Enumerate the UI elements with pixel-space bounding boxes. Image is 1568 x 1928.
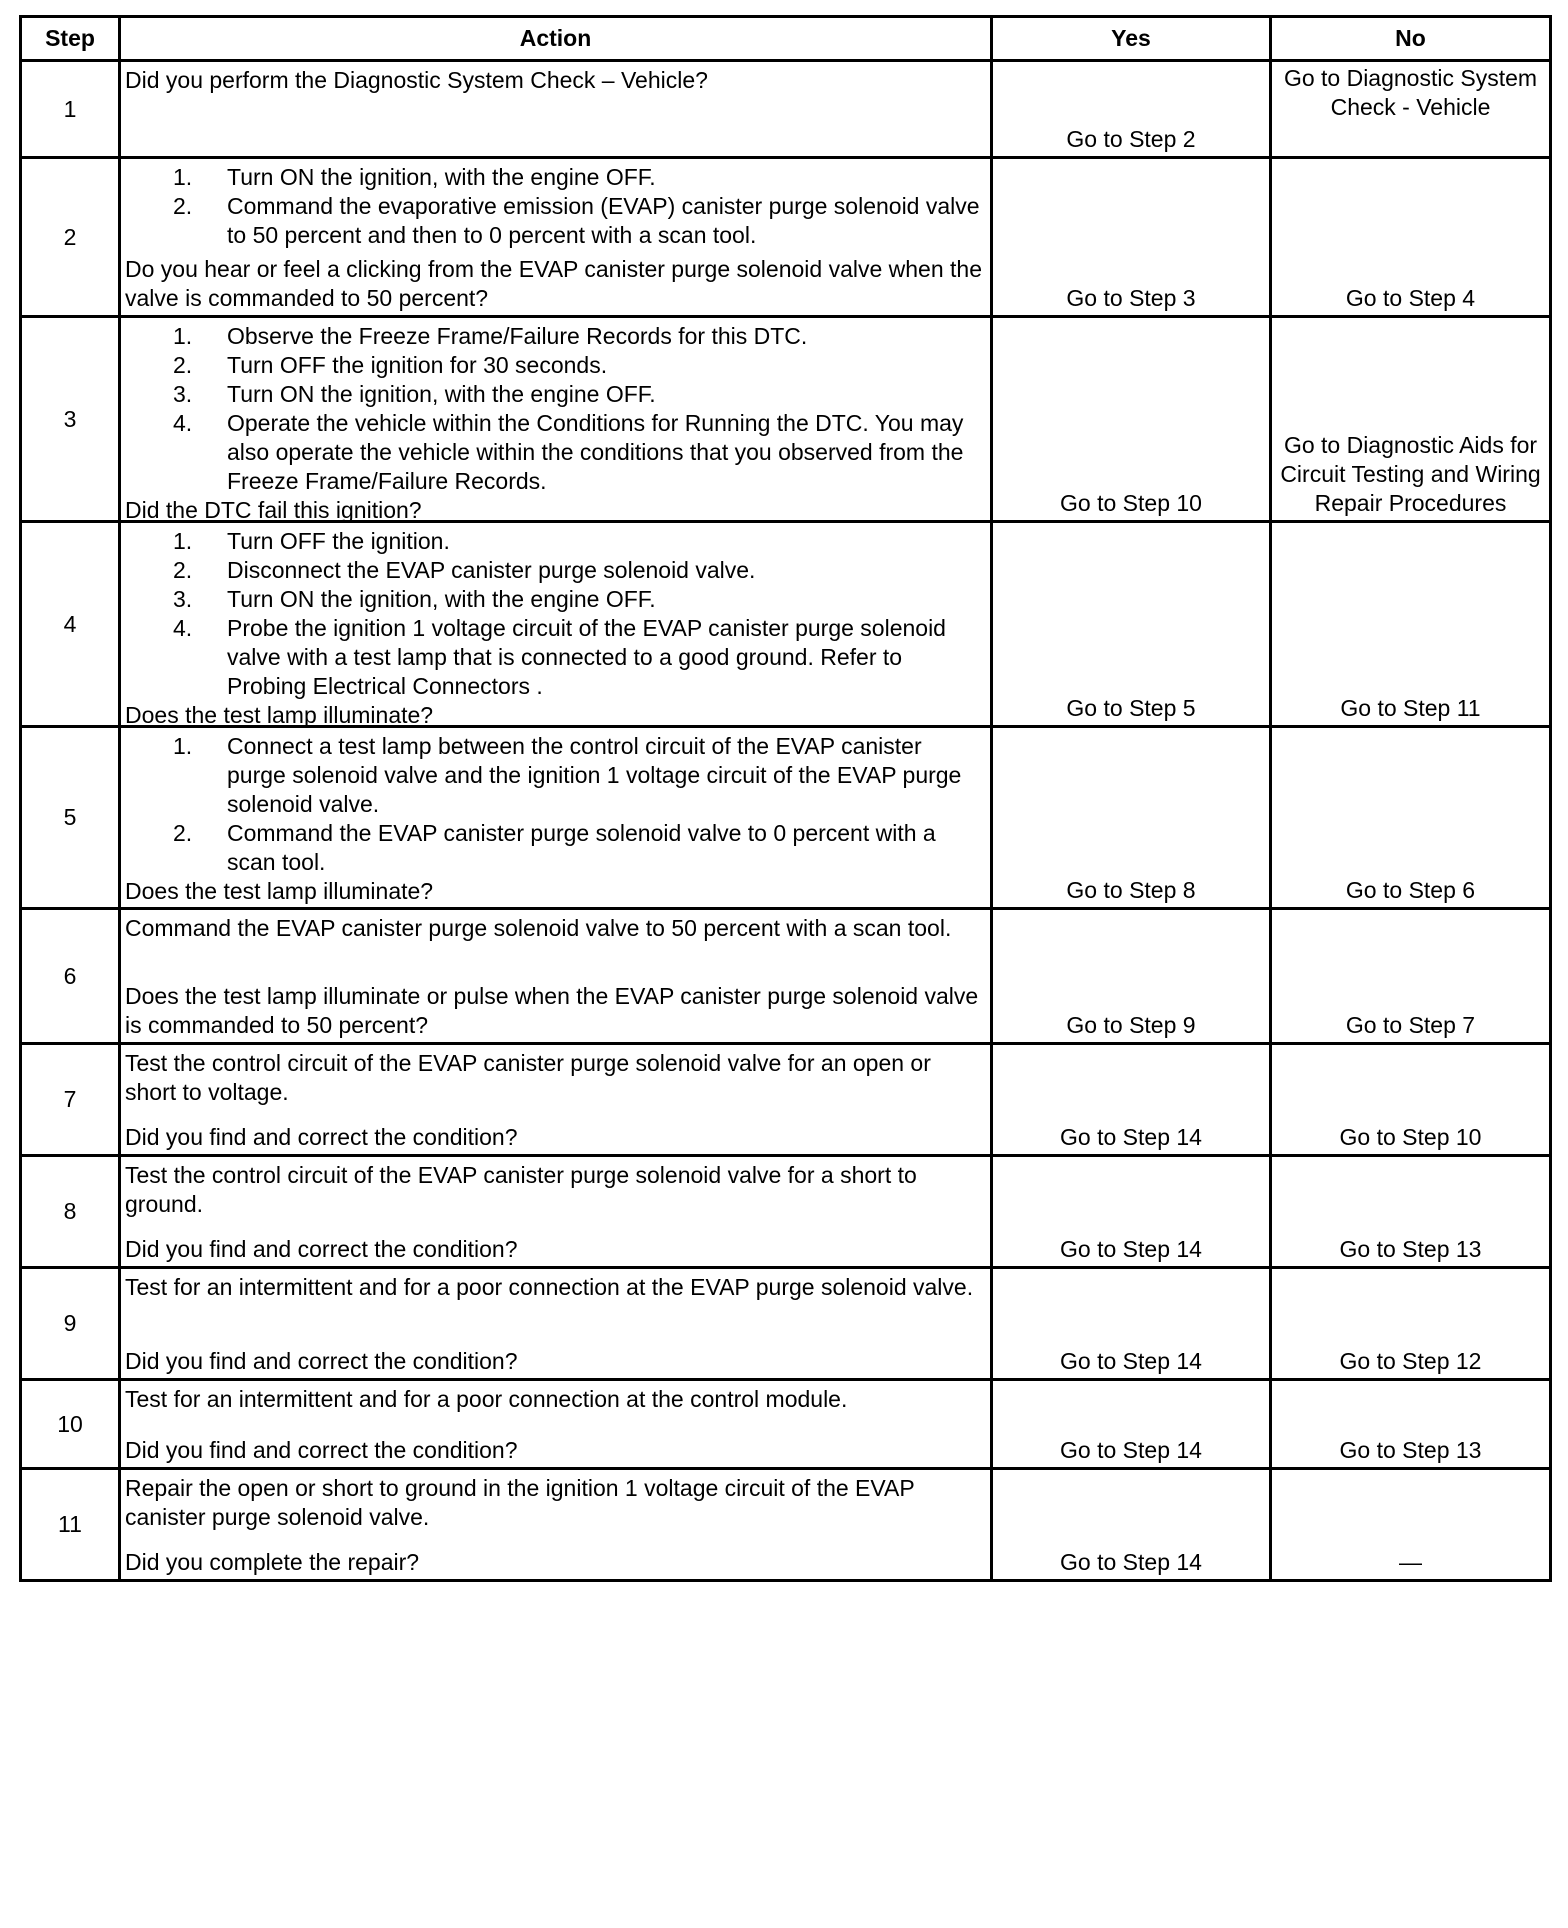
- action-instruction: Test for an intermittent and for a poor connection at the EVAP purge solenoid valve.: [125, 1274, 974, 1300]
- no-result: Go to Step 10: [1271, 1044, 1551, 1156]
- table-row: [21, 909, 1551, 1044]
- action-step-text: Connect a test lamp between the control circuit of the EVAP canister purge solenoid valve and the ignition 1 voltage circuit of the EVAP purge solenoid valve.: [227, 733, 962, 817]
- action-step-text: Command the evaporative emission (EVAP) canister purge solenoid valve to 50 percent and then to 0 percent with a scan tool.: [227, 193, 980, 248]
- yes-result: Go to Step 14: [992, 1268, 1271, 1380]
- action-step-item: [125, 614, 986, 701]
- no-result: Go to Step 12: [1271, 1268, 1551, 1380]
- action-step-number: 1.: [173, 733, 193, 759]
- action-step-item: [125, 409, 986, 496]
- action-step-item: [125, 192, 986, 250]
- action-step-number: 2.: [173, 352, 193, 378]
- table-row: [21, 1380, 1551, 1469]
- action-step-number: 3.: [173, 586, 193, 612]
- table-row: [21, 317, 1551, 522]
- no-result: Go to Diagnostic Aids for Circuit Testing and Wiring Repair Procedures: [1271, 317, 1551, 522]
- action-step-number: 2.: [173, 557, 193, 583]
- step-number: 9: [21, 1268, 120, 1380]
- yes-result: Go to Step 8: [992, 727, 1271, 909]
- step-number: 5: [21, 727, 120, 909]
- action-cell: [120, 1469, 992, 1581]
- action-step-number: 2.: [173, 193, 193, 219]
- header-step: Step: [21, 17, 120, 61]
- action-step-text: Probe the ignition 1 voltage circuit of the EVAP canister purge solenoid valve with a test lamp that is connected to a good ground. Refer to Probing Electrical Connectors .: [227, 615, 946, 699]
- action-instruction: Command the EVAP canister purge solenoid valve to 50 percent with a scan tool.: [125, 915, 952, 941]
- yes-result: Go to Step 9: [992, 909, 1271, 1044]
- action-step-item: [125, 819, 986, 877]
- action-step-text: Turn ON the ignition, with the engine OFF.: [227, 381, 656, 407]
- action-step-item: [125, 163, 986, 192]
- action-step-text: Turn OFF the ignition.: [227, 528, 450, 554]
- step-number: 1: [21, 61, 120, 158]
- action-cell: [120, 158, 992, 317]
- action-question: Does the test lamp illuminate?: [125, 702, 434, 728]
- yes-result: Go to Step 5: [992, 522, 1271, 727]
- no-result: Go to Step 7: [1271, 909, 1551, 1044]
- action-question: Did you find and correct the condition?: [125, 1236, 518, 1262]
- table-row: [21, 522, 1551, 727]
- action-question: Does the test lamp illuminate or pulse when the EVAP canister purge solenoid valve is commanded to 50 percent?: [125, 983, 979, 1038]
- action-instruction: Test the control circuit of the EVAP canister purge solenoid valve for an open or short to voltage.: [125, 1050, 931, 1105]
- header-no: No: [1271, 17, 1551, 61]
- action-step-text: Observe the Freeze Frame/Failure Records for this DTC.: [227, 323, 808, 349]
- action-instruction: Did you perform the Diagnostic System Check – Vehicle?: [125, 67, 708, 93]
- action-question: Did the DTC fail this ignition?: [125, 497, 422, 523]
- step-number: 4: [21, 522, 120, 727]
- table-row: [21, 158, 1551, 317]
- action-step-item: [125, 556, 986, 585]
- action-step-item: [125, 527, 986, 556]
- action-cell: [120, 727, 992, 909]
- action-step-text: Disconnect the EVAP canister purge solenoid valve.: [227, 557, 756, 583]
- action-steps-list: [125, 322, 986, 496]
- no-result: Go to Step 6: [1271, 727, 1551, 909]
- no-result: Go to Diagnostic System Check - Vehicle: [1271, 61, 1551, 158]
- yes-result: Go to Step 10: [992, 317, 1271, 522]
- action-step-item: [125, 351, 986, 380]
- table-row: [21, 727, 1551, 909]
- header-row: [21, 17, 1551, 61]
- action-instruction: Test the control circuit of the EVAP canister purge solenoid valve for a short to ground.: [125, 1162, 917, 1217]
- action-cell: [120, 1380, 992, 1469]
- action-steps-list: [125, 527, 986, 701]
- action-steps-list: [125, 163, 986, 250]
- step-number: 3: [21, 317, 120, 522]
- action-step-item: [125, 322, 986, 351]
- yes-result: Go to Step 14: [992, 1044, 1271, 1156]
- action-step-number: 4.: [173, 410, 193, 436]
- yes-result: Go to Step 14: [992, 1469, 1271, 1581]
- header-action: Action: [120, 17, 992, 61]
- action-instruction: Repair the open or short to ground in the ignition 1 voltage circuit of the EVAP canister purge solenoid valve.: [125, 1475, 915, 1530]
- no-result: Go to Step 11: [1271, 522, 1551, 727]
- action-step-item: [125, 380, 986, 409]
- action-instruction: Test for an intermittent and for a poor connection at the control module.: [125, 1386, 848, 1412]
- no-result: Go to Step 13: [1271, 1156, 1551, 1268]
- table-row: [21, 61, 1551, 158]
- no-result: Go to Step 13: [1271, 1380, 1551, 1469]
- action-question: Do you hear or feel a clicking from the EVAP canister purge solenoid valve when the valve is commanded to 50 percent?: [125, 256, 983, 311]
- action-cell: [120, 522, 992, 727]
- action-step-number: 1.: [173, 164, 193, 190]
- table-row: [21, 1044, 1551, 1156]
- action-question: Did you complete the repair?: [125, 1549, 420, 1575]
- step-number: 10: [21, 1380, 120, 1469]
- action-cell: [120, 1044, 992, 1156]
- action-steps-list: [125, 732, 986, 877]
- table-row: [21, 1156, 1551, 1268]
- action-cell: [120, 1156, 992, 1268]
- step-number: 6: [21, 909, 120, 1044]
- table-body: [21, 61, 1551, 1581]
- action-step-number: 3.: [173, 381, 193, 407]
- yes-result: Go to Step 14: [992, 1380, 1271, 1469]
- diagnostic-table: [19, 15, 1552, 1582]
- action-cell: [120, 317, 992, 522]
- no-result: —: [1271, 1469, 1551, 1581]
- table-row: [21, 1469, 1551, 1581]
- action-question: Did you find and correct the condition?: [125, 1437, 518, 1463]
- action-step-text: Turn ON the ignition, with the engine OFF.: [227, 164, 656, 190]
- action-question: Did you find and correct the condition?: [125, 1348, 518, 1374]
- step-number: 2: [21, 158, 120, 317]
- action-step-text: Command the EVAP canister purge solenoid valve to 0 percent with a scan tool.: [227, 820, 936, 875]
- yes-result: Go to Step 14: [992, 1156, 1271, 1268]
- action-step-number: 4.: [173, 615, 193, 641]
- step-number: 8: [21, 1156, 120, 1268]
- action-step-text: Operate the vehicle within the Conditions for Running the DTC. You may also operate the vehicle within the conditions that you observed from the Freeze Frame/Failure Records.: [227, 410, 964, 494]
- action-question: Does the test lamp illuminate?: [125, 878, 434, 904]
- action-step-number: 1.: [173, 528, 193, 554]
- action-question: Did you find and correct the condition?: [125, 1124, 518, 1150]
- action-cell: [120, 909, 992, 1044]
- step-number: 11: [21, 1469, 120, 1581]
- action-cell: [120, 1268, 992, 1380]
- action-step-item: [125, 585, 986, 614]
- action-step-number: 2.: [173, 820, 193, 846]
- table-row: [21, 1268, 1551, 1380]
- header-yes: Yes: [992, 17, 1271, 61]
- action-step-number: 1.: [173, 323, 193, 349]
- no-result: Go to Step 4: [1271, 158, 1551, 317]
- action-step-item: [125, 732, 986, 819]
- action-step-text: Turn ON the ignition, with the engine OFF.: [227, 586, 656, 612]
- yes-result: Go to Step 2: [992, 61, 1271, 158]
- yes-result: Go to Step 3: [992, 158, 1271, 317]
- action-cell: [120, 61, 992, 158]
- step-number: 7: [21, 1044, 120, 1156]
- action-step-text: Turn OFF the ignition for 30 seconds.: [227, 352, 608, 378]
